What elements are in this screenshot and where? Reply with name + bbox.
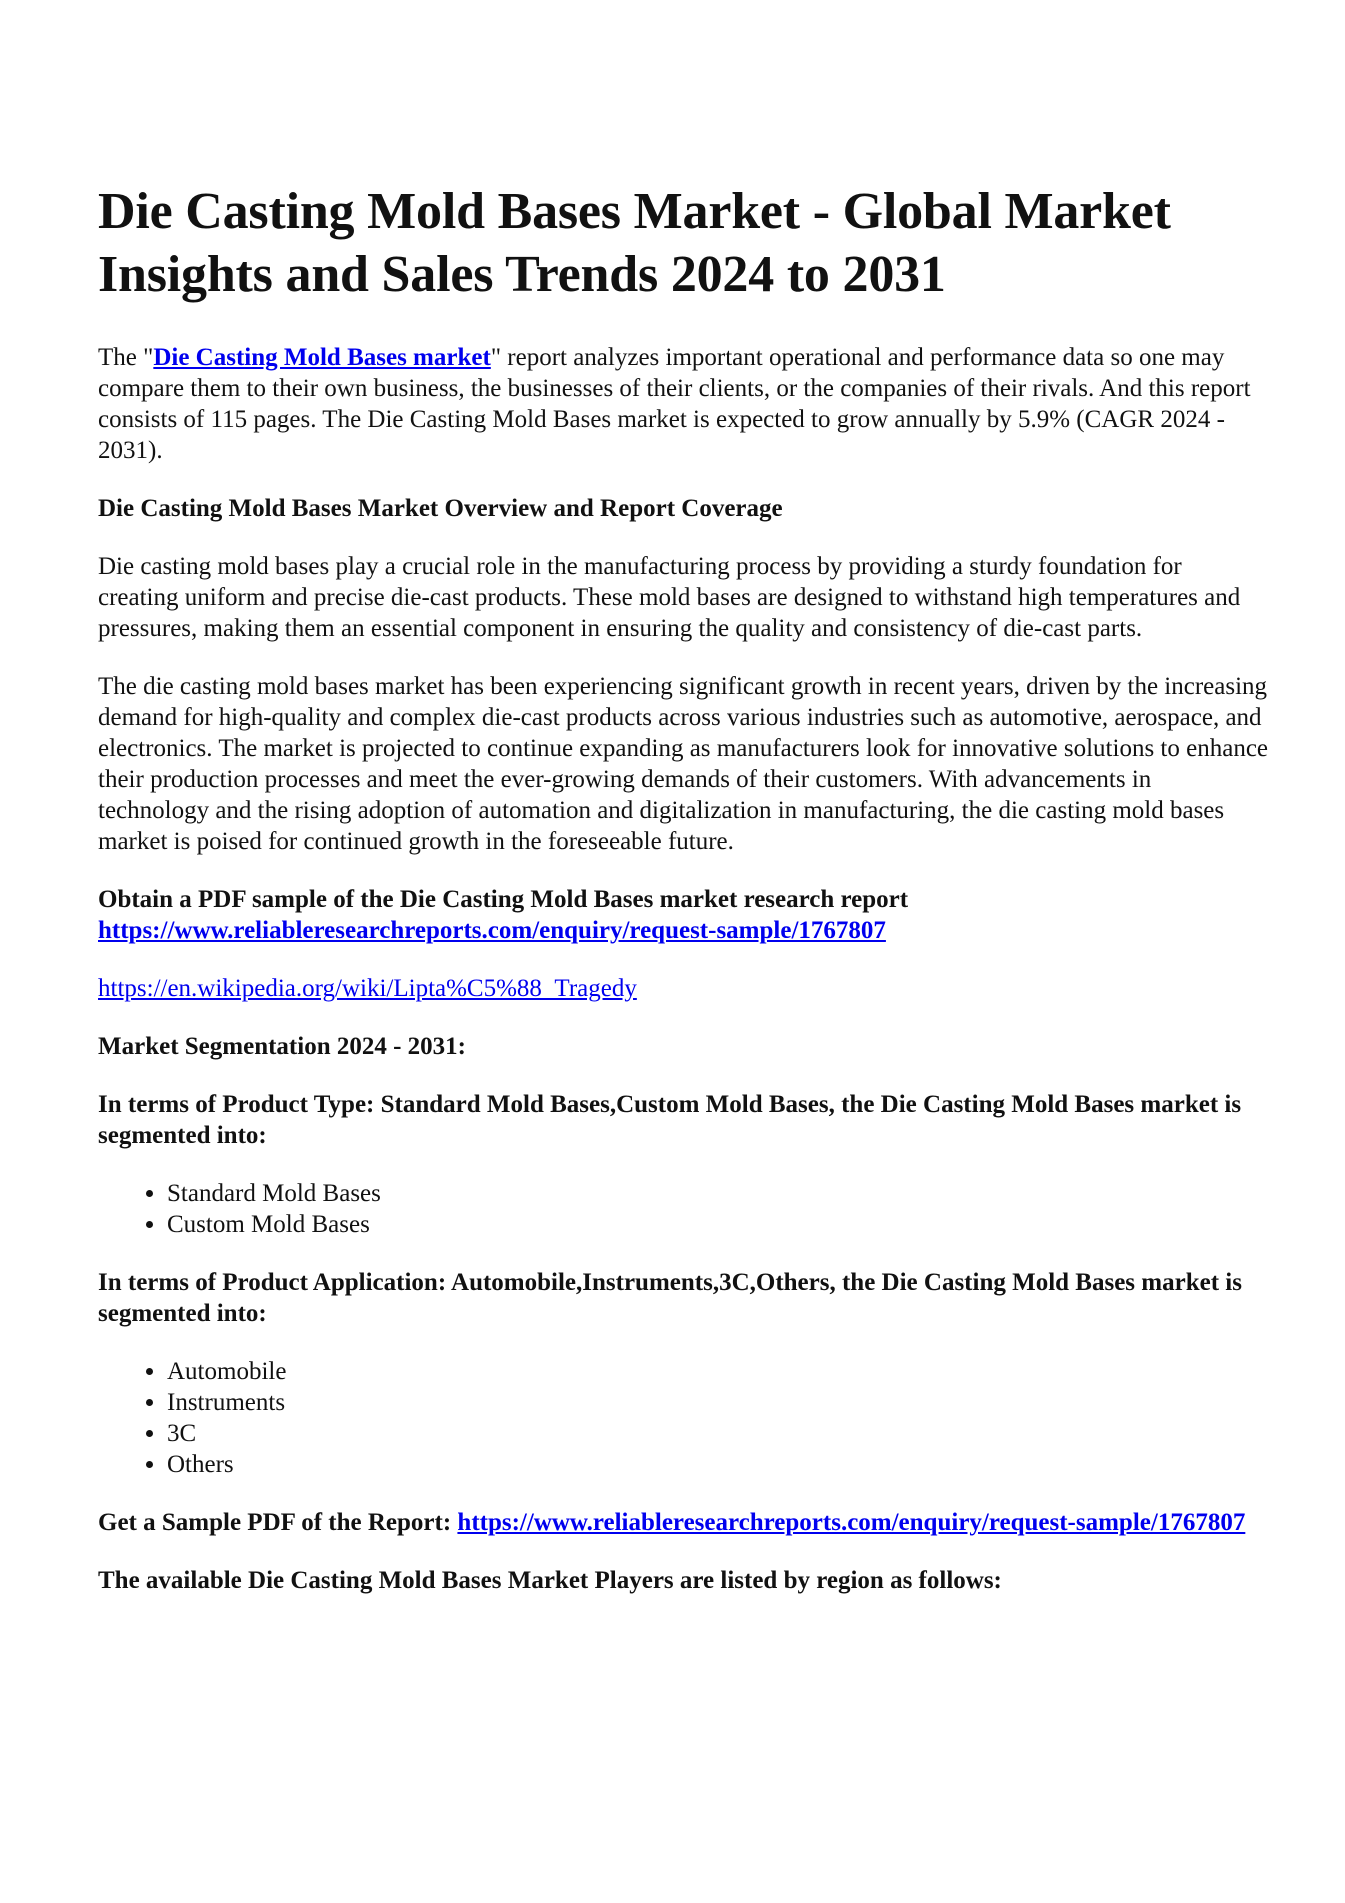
sample-request-2-link[interactable]: https://www.reliableresearchreports.com/enquiry/request-sample/1767807: [457, 1509, 1246, 1536]
sample-request-1-label: Obtain a PDF sample of the Die Casting Mold Bases market research report: [98, 886, 909, 913]
intro-paragraph: [98, 342, 1268, 466]
overview-paragraph-1: Die casting mold bases play a crucial role in the manufacturing process by providing a sturdy foundation for creating uniform and precise die-cast products. These mold bases are designed to withstand high temperatures and pressures, making them an essential component in ensuring the quality and consistency of die-cast parts.: [98, 553, 1241, 642]
page-title: Die Casting Mold Bases Market - Global Market Insights and Sales Trends 2024 to 2031: [98, 183, 1171, 303]
product-type-heading: In terms of Product Type: Standard Mold Bases,Custom Mold Bases, the Die Casting Mold Bases market is segmented into:: [98, 1091, 1242, 1149]
overview-heading: Die Casting Mold Bases Market Overview and Report Coverage: [98, 495, 783, 522]
sample-request-2-label: Get a Sample PDF of the Report:: [98, 1509, 458, 1536]
market-report-link[interactable]: Die Casting Mold Bases market: [153, 344, 491, 371]
product-application-list: [98, 1356, 1268, 1480]
list-item: • Instruments: [167, 1387, 1268, 1418]
document-page: [98, 180, 1268, 1623]
intro-prefix: The ": [98, 344, 154, 371]
sample-request-1: [98, 884, 1268, 946]
list-item: • Custom Mold Bases: [167, 1209, 1268, 1240]
list-item: • 3C: [167, 1418, 1268, 1449]
sample-request-1-link[interactable]: https://www.reliableresearchreports.com/enquiry/request-sample/1767807: [98, 917, 886, 944]
product-type-list: [98, 1178, 1268, 1240]
list-item: • Others: [167, 1449, 1268, 1480]
intro-suffix: " report analyzes important operational and performance data so one may compare them to their own business, the businesses of their clients, or the companies of their rivals. And this report consists of 115 pages. The Die Casting Mold Bases market is expected to grow annually by 5.9% (CAGR 2024 - 2031).: [98, 344, 1251, 464]
players-heading: The available Die Casting Mold Bases Market Players are listed by region as follows:: [98, 1567, 1002, 1594]
wikipedia-link[interactable]: https://en.wikipedia.org/wiki/Lipta%C5%88_Tragedy: [98, 975, 637, 1002]
list-item: • Automobile: [167, 1356, 1268, 1387]
overview-paragraph-2: The die casting mold bases market has been experiencing significant growth in recent years, driven by the increasing demand for high-quality and complex die-cast products across various industries such as automotive, aerospace, and electronics. The market is projected to continue expanding as manufacturers look for innovative solutions to enhance their production processes and meet the ever-growing demands of their customers. With advancements in technology and the rising adoption of automation and digitalization in manufacturing, the die casting mold bases market is poised for continued growth in the foreseeable future.: [98, 673, 1269, 855]
product-application-heading: In terms of Product Application: Automobile,Instruments,3C,Others, the Die Casting Mold Bases market is segmented into:: [98, 1269, 1242, 1327]
sample-request-2: [98, 1507, 1268, 1538]
segmentation-heading: Market Segmentation 2024 - 2031:: [98, 1033, 466, 1060]
list-item: • Standard Mold Bases: [167, 1178, 1268, 1209]
wiki-paragraph: [98, 973, 1268, 1004]
